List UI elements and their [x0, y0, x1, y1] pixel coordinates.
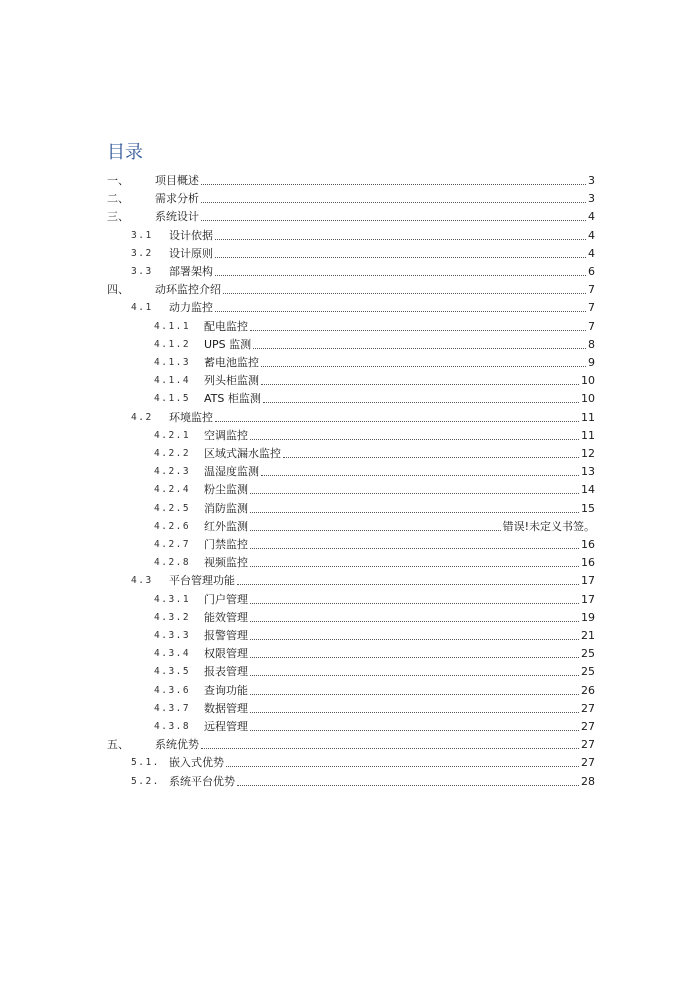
- toc-entry-number: 4.1.3: [154, 357, 191, 368]
- toc-dot-leader: [250, 492, 579, 494]
- toc-entry-page: 28: [581, 774, 595, 788]
- toc-entry-label: 列头柜监测: [204, 374, 259, 388]
- toc-entry-number: 3.3: [131, 266, 153, 277]
- toc-entry-page: 4: [588, 228, 595, 242]
- toc-entry-page: 7: [588, 283, 595, 297]
- toc-entry-page: 13: [581, 465, 595, 479]
- toc-entry[interactable]: [131, 570, 595, 588]
- toc-entry-label: 系统优势: [155, 738, 199, 752]
- toc-entry-label: 需求分析: [155, 192, 199, 206]
- toc-entry-page: 25: [581, 647, 595, 661]
- toc-entry-number: 4.3.3: [154, 630, 191, 641]
- toc-dot-leader: [215, 238, 586, 240]
- toc-dot-leader: [250, 656, 579, 658]
- toc-entry[interactable]: [131, 297, 595, 315]
- toc-entry-label: 远程管理: [204, 720, 248, 733]
- toc-entry-number: 4.3.1: [154, 593, 191, 605]
- toc-entry-page: 19: [581, 610, 595, 624]
- toc-dot-leader: [250, 511, 579, 513]
- toc-entry-label: 蓄电池监控: [204, 356, 259, 369]
- toc-entry-page: 12: [581, 447, 595, 460]
- toc-entry-number: 4.3.5: [154, 666, 191, 678]
- toc-entry-page: 16: [581, 538, 595, 551]
- toc-entry-number: 4.1.1: [154, 320, 191, 332]
- toc-entry[interactable]: [154, 498, 595, 516]
- toc-entry[interactable]: [154, 661, 595, 679]
- toc-entry-number: 4.2.5: [154, 502, 191, 514]
- toc-entry[interactable]: [107, 734, 595, 752]
- toc-dot-leader: [250, 602, 579, 604]
- toc-entry-page: 25: [581, 665, 595, 679]
- toc-entry-number: 4.2.6: [154, 520, 191, 532]
- toc-dot-leader: [263, 401, 579, 403]
- toc-entry-label: 能效管理: [204, 610, 248, 624]
- toc-entry-page: 26: [581, 683, 595, 697]
- toc-dot-leader: [250, 529, 501, 531]
- toc-entry-number: 4.3: [131, 575, 153, 587]
- toc-entry-page: 6: [588, 265, 595, 278]
- toc-entry-page: 11: [581, 410, 595, 424]
- toc-dot-leader: [250, 565, 579, 567]
- toc-entry-page: 错误!未定义书签。: [502, 519, 595, 533]
- toc-entry-number: 4.2.4: [154, 484, 191, 496]
- toc-dot-leader: [250, 547, 579, 549]
- toc-entry-number: 二、: [107, 192, 129, 206]
- toc-entry-label: 门禁监控: [204, 538, 248, 551]
- toc-entry-label: 消防监测: [204, 501, 248, 515]
- toc-entry-page: 4: [588, 210, 595, 224]
- toc-entry-page: 21: [581, 629, 595, 642]
- toc-entry-label: 视频监控: [204, 556, 248, 570]
- toc-dot-leader: [261, 474, 579, 476]
- toc-dot-leader: [250, 620, 579, 622]
- toc-dot-leader: [226, 765, 579, 767]
- toc-entry[interactable]: [131, 225, 595, 243]
- toc-entry-number: 4.3.7: [154, 702, 191, 714]
- toc-entry[interactable]: [154, 388, 595, 406]
- toc-entry-number: 3.1: [131, 229, 153, 241]
- toc-entry-page: 10: [581, 374, 595, 388]
- toc-entry-number: 4.1.4: [154, 375, 191, 387]
- toc-entry[interactable]: [154, 479, 595, 497]
- toc-entry-label: ATS 柜监测: [204, 392, 261, 406]
- toc-dot-leader: [215, 420, 579, 422]
- toc-entry-label: 粉尘监测: [204, 483, 248, 497]
- toc-entry-page: 8: [588, 337, 595, 351]
- toc-entry-number: 4.2.1: [154, 429, 191, 441]
- toc-entry-label: 配电监控: [204, 319, 248, 333]
- toc-entry-page: 11: [581, 428, 595, 442]
- toc-entry-label: 红外监测: [204, 519, 248, 533]
- toc-dot-leader: [223, 292, 586, 294]
- toc-entry-number: 4.2: [131, 411, 153, 423]
- toc-entry-label: 部署架构: [169, 265, 213, 278]
- toc-entry[interactable]: [154, 534, 595, 552]
- toc-dot-leader: [250, 711, 579, 713]
- toc-dot-leader: [201, 201, 586, 203]
- toc-entry-page: 27: [581, 701, 595, 715]
- toc-entry-number: 三、: [107, 210, 129, 224]
- toc-entry-number: 4.2.2: [154, 448, 191, 459]
- toc-entry-number: 5.2.: [131, 775, 160, 787]
- toc-entry[interactable]: [107, 188, 595, 206]
- toc-dot-leader: [250, 729, 579, 731]
- toc-dot-leader: [215, 274, 586, 276]
- toc-entry-number: 4.3.2: [154, 611, 191, 623]
- toc-entry-number: 4.1: [131, 302, 153, 314]
- toc-entry-label: 系统设计: [155, 210, 199, 224]
- toc-entry[interactable]: [154, 698, 595, 716]
- toc-dot-leader: [237, 583, 579, 585]
- toc-entry[interactable]: [131, 261, 595, 279]
- toc-entry[interactable]: [154, 552, 595, 570]
- toc-entry[interactable]: [154, 352, 595, 370]
- toc-entry-page: 7: [588, 319, 595, 333]
- toc-entry-page: 27: [581, 720, 595, 733]
- toc-entry[interactable]: [154, 716, 595, 734]
- toc-entry-page: 27: [581, 756, 595, 770]
- toc-entry-page: 7: [588, 301, 595, 315]
- toc-entry-page: 17: [581, 592, 595, 606]
- toc-entry[interactable]: [131, 771, 595, 789]
- toc-entry-label: 动环监控介绍: [155, 283, 221, 297]
- toc-entry-label: 门户管理: [204, 592, 248, 606]
- toc-entry[interactable]: [107, 206, 595, 224]
- toc-entry-page: 3: [588, 192, 595, 206]
- toc-entry-label: 设计原则: [169, 246, 213, 260]
- toc-entry-label: 权限管理: [204, 647, 248, 661]
- toc-dot-leader: [201, 747, 579, 749]
- toc-entry-label: 嵌入式优势: [169, 756, 224, 770]
- toc-entry[interactable]: [154, 607, 595, 625]
- toc-entry[interactable]: [107, 279, 595, 297]
- toc-entry-number: 4.3.4: [154, 648, 191, 660]
- toc-entry-page: 10: [581, 392, 595, 406]
- toc-entry-label: UPS 监测: [204, 337, 252, 351]
- toc-entry-page: 17: [581, 574, 595, 588]
- toc-entry-label: 环境监控: [169, 410, 213, 424]
- toc-entry-label: 动力监控: [169, 301, 213, 315]
- toc-entry-page: 4: [588, 246, 595, 260]
- toc-entry-label: 平台管理功能: [169, 574, 235, 588]
- toc-entry-page: 15: [581, 501, 595, 515]
- toc-entry-number: 4.1.5: [154, 393, 191, 405]
- toc-entry-number: 4.2.7: [154, 539, 191, 550]
- toc-entry-label: 数据管理: [204, 701, 248, 715]
- toc-entry[interactable]: [154, 334, 595, 352]
- toc-entry-label: 查询功能: [204, 683, 248, 697]
- toc-dot-leader: [250, 693, 579, 695]
- toc-entry[interactable]: [107, 170, 595, 188]
- toc-entry-label: 设计依据: [169, 228, 213, 242]
- toc-entry[interactable]: [131, 752, 595, 770]
- toc-entry[interactable]: [131, 243, 595, 261]
- toc-entry[interactable]: [154, 443, 595, 461]
- toc-entry[interactable]: [154, 625, 595, 643]
- toc-dot-leader: [253, 347, 586, 349]
- toc-entry-label: 空调监控: [204, 428, 248, 442]
- toc-entry[interactable]: [154, 370, 595, 388]
- toc-entry-number: 5.1.: [131, 757, 160, 769]
- toc-entry[interactable]: [154, 589, 595, 607]
- toc-dot-leader: [250, 438, 579, 440]
- toc-entry[interactable]: [154, 316, 595, 334]
- toc-entry-number: 4.3.6: [154, 684, 191, 696]
- toc-entry[interactable]: [154, 643, 595, 661]
- toc-entry-label: 项目概述: [155, 174, 199, 187]
- toc-dot-leader: [261, 383, 579, 385]
- toc-entry-label: 温湿度监测: [204, 465, 259, 479]
- toc-entry-label: 系统平台优势: [169, 774, 235, 788]
- toc-entry-label: 报表管理: [204, 665, 248, 679]
- toc-title: 目录: [107, 142, 143, 163]
- toc-dot-leader: [215, 256, 586, 258]
- toc-entry[interactable]: [154, 461, 595, 479]
- toc-entry[interactable]: [154, 425, 595, 443]
- toc-entry-number: 4.2.8: [154, 557, 191, 569]
- toc-dot-leader: [201, 183, 586, 185]
- toc-dot-leader: [261, 365, 586, 367]
- toc-entry[interactable]: [131, 407, 595, 425]
- toc-entry-page: 14: [581, 483, 595, 497]
- toc-entry[interactable]: [154, 516, 595, 534]
- toc-entry-number: 五、: [107, 738, 129, 752]
- toc-dot-leader: [283, 456, 579, 458]
- toc-dot-leader: [237, 784, 579, 786]
- toc-dot-leader: [250, 674, 579, 676]
- toc-entry-number: 4.3.8: [154, 721, 191, 732]
- toc-dot-leader: [250, 329, 586, 331]
- toc-entry-label: 区域式漏水监控: [204, 447, 281, 460]
- toc-entry[interactable]: [154, 680, 595, 698]
- toc-entry-number: 4.1.2: [154, 338, 191, 350]
- toc-entry-number: 一、: [107, 174, 129, 187]
- toc-entry-page: 27: [581, 738, 595, 752]
- toc-entry-number: 3.2: [131, 247, 153, 259]
- toc-entry-page: 9: [588, 356, 595, 369]
- toc-dot-leader: [250, 638, 579, 640]
- toc-entry-number: 四、: [107, 283, 129, 297]
- toc-entry-page: 16: [581, 556, 595, 570]
- toc-dot-leader: [201, 219, 586, 221]
- toc-entry-number: 4.2.3: [154, 466, 191, 478]
- toc-dot-leader: [215, 310, 586, 312]
- toc-entry-label: 报警管理: [204, 629, 248, 642]
- toc-entry-page: 3: [588, 174, 595, 187]
